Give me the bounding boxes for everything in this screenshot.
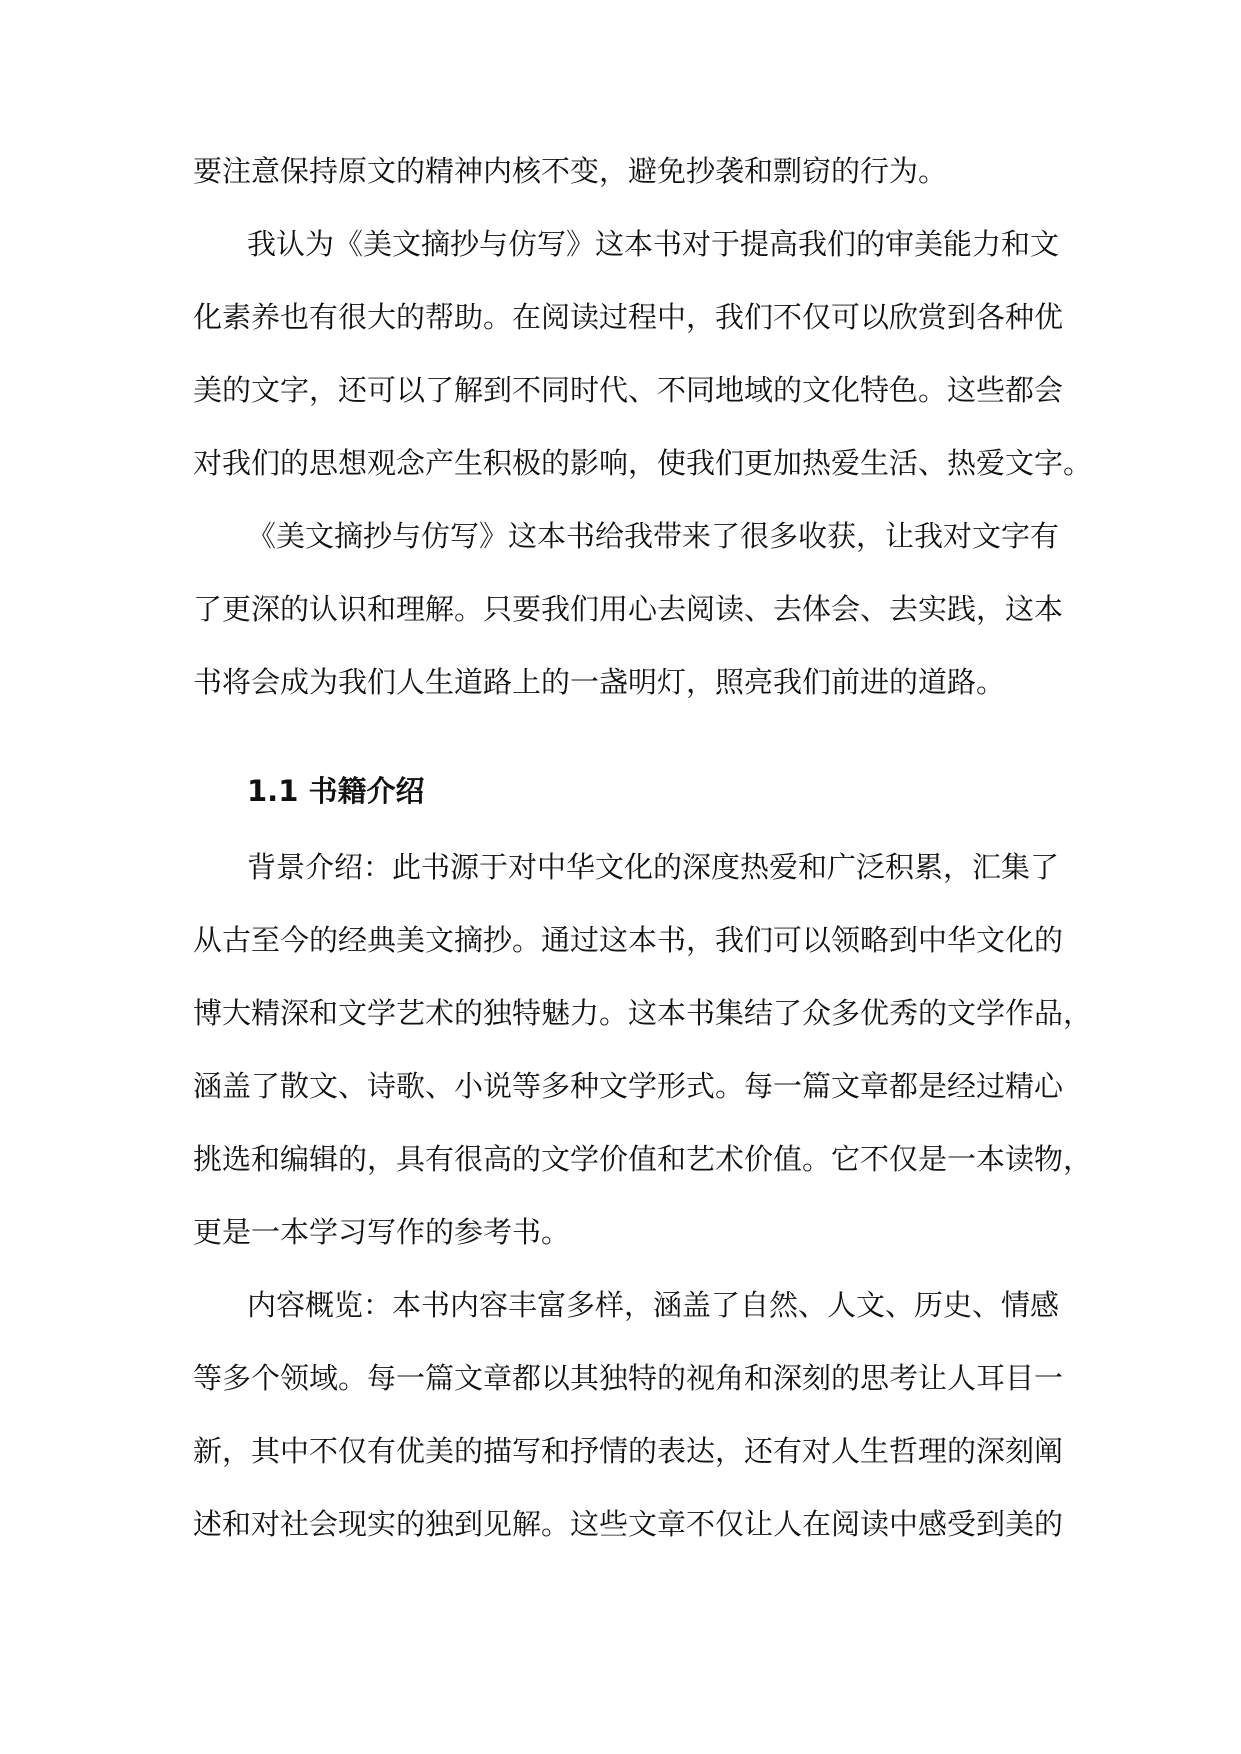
paragraph-first-line: 背景介绍：此书源于对中华文化的深度热爱和广泛积累，汇集了 bbox=[247, 850, 1060, 884]
body-line: 对我们的思想观念产生积极的影响，使我们更加热爱生活、热爱文字。 bbox=[193, 446, 1093, 480]
paragraph-first-line: 我认为《美文摘抄与仿写》这本书对于提高我们的审美能力和文 bbox=[247, 227, 1060, 261]
paragraph-first-line: 内容概览：本书内容丰富多样，涵盖了自然、人文、历史、情感 bbox=[247, 1288, 1060, 1322]
body-line: 述和对社会现实的独到见解。这些文章不仅让人在阅读中感受到美的 bbox=[193, 1507, 1064, 1541]
section-heading: 1.1 书籍介绍 bbox=[247, 774, 425, 808]
body-line: 博大精深和文学艺术的独特魅力。这本书集结了众多优秀的文学作品， bbox=[193, 996, 1093, 1030]
body-line: 新，其中不仅有优美的描写和抒情的表达，还有对人生哲理的深刻阐 bbox=[193, 1434, 1064, 1468]
paragraph-first-line: 《美文摘抄与仿写》这本书给我带来了很多收获，让我对文字有 bbox=[247, 519, 1060, 553]
body-line: 更是一本学习写作的参考书。 bbox=[193, 1215, 571, 1249]
body-line: 化素养也有很大的帮助。在阅读过程中，我们不仅可以欣赏到各种优 bbox=[193, 300, 1064, 334]
body-line: 等多个领域。每一篇文章都以其独特的视角和深刻的思考让人耳目一 bbox=[193, 1361, 1064, 1395]
body-line: 要注意保持原文的精神内核不变，避免抄袭和剽窃的行为。 bbox=[193, 154, 948, 188]
body-line: 从古至今的经典美文摘抄。通过这本书，我们可以领略到中华文化的 bbox=[193, 923, 1064, 957]
body-line: 涵盖了散文、诗歌、小说等多种文学形式。每一篇文章都是经过精心 bbox=[193, 1069, 1064, 1103]
body-line: 了更深的认识和理解。只要我们用心去阅读、去体会、去实践，这本 bbox=[193, 592, 1064, 626]
body-line: 美的文字，还可以了解到不同时代、不同地域的文化特色。这些都会 bbox=[193, 373, 1064, 407]
body-line: 书将会成为我们人生道路上的一盏明灯，照亮我们前进的道路。 bbox=[193, 665, 1006, 699]
body-line: 挑选和编辑的，具有很高的文学价值和艺术价值。它不仅是一本读物， bbox=[193, 1142, 1093, 1176]
